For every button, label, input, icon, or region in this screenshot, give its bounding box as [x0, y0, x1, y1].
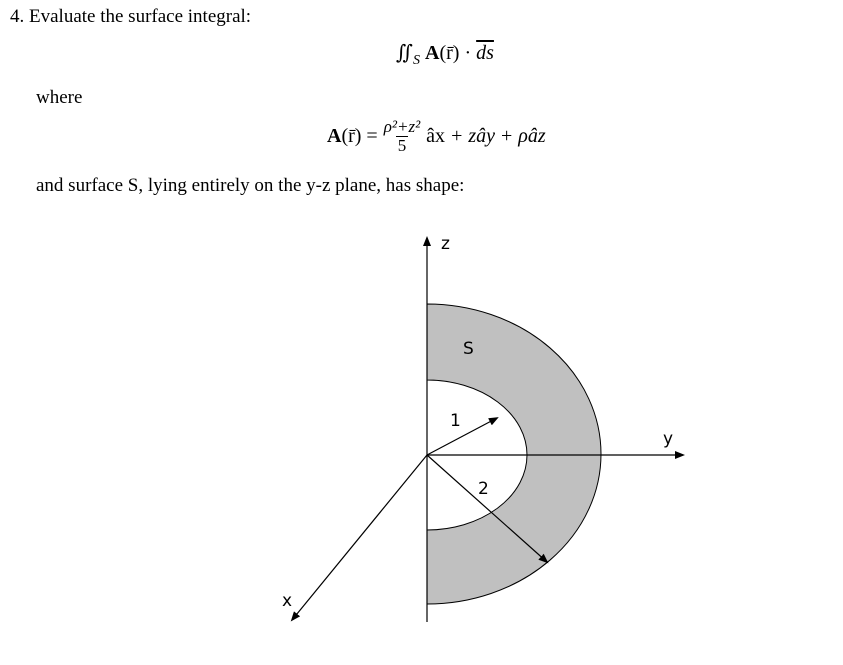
x-axis [292, 455, 427, 620]
plus-sign-2: + [501, 124, 513, 147]
outer-radius-label: 2 [478, 479, 489, 499]
z-axis-label: z [441, 234, 450, 254]
field-lhs-arg: (r̄) = [341, 124, 378, 147]
field-argument: (r̄) [439, 42, 460, 64]
fraction-denominator: 5 [397, 135, 407, 155]
problem-number: 4. [10, 6, 25, 27]
surface-label: S [463, 339, 474, 359]
surface-description: and surface S, lying entirely on the y-z plane, has shape: [36, 175, 465, 196]
inner-radius-label: 1 [450, 411, 461, 431]
unit-vector-x-term: âx [426, 124, 446, 147]
unit-vector-y-term: zây [468, 124, 496, 147]
where-text: where [36, 87, 83, 108]
integral-subscript: S [413, 53, 421, 68]
fraction-numerator: ρ²+z² [383, 117, 421, 136]
dot-operator: · [464, 42, 472, 64]
field-lhs-symbol: A [327, 124, 342, 147]
inner-radius-arrow [427, 418, 497, 455]
double-integral-symbol: ∬ [396, 42, 414, 64]
y-axis-label: y [663, 429, 674, 449]
unit-vector-z-term: ρâz [518, 124, 546, 147]
differential-area: $\overline{ds}$ [476, 42, 494, 64]
problem-text: Evaluate the surface integral: [29, 6, 252, 27]
surface-region [427, 304, 601, 604]
x-axis-label: x [282, 591, 293, 611]
plus-sign-1: + [451, 124, 463, 147]
field-symbol: A [425, 42, 440, 64]
